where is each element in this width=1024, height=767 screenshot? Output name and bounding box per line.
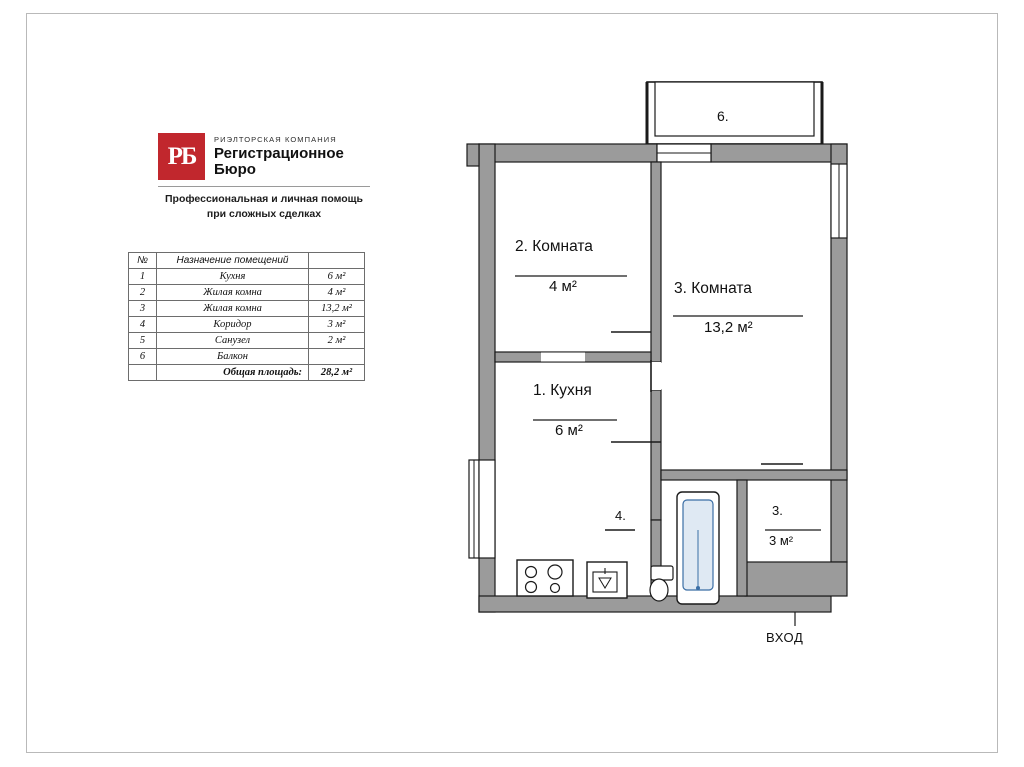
room3-window <box>831 164 847 238</box>
row-number: 3 <box>129 301 157 317</box>
row-name: Жилая комна <box>157 285 309 301</box>
floor-plan-drawing <box>455 60 885 675</box>
premises-legend-table <box>128 252 365 381</box>
table-header-row <box>129 253 365 269</box>
table-row <box>129 269 365 285</box>
header-area <box>309 253 365 269</box>
table-row <box>129 333 365 349</box>
logo-monogram: РБ <box>167 143 196 170</box>
header-number: № <box>129 253 157 269</box>
logo-divider <box>158 186 370 187</box>
company-logo-icon <box>158 133 205 180</box>
sink-icon <box>587 562 627 598</box>
row-area <box>309 349 365 365</box>
kitchen-window <box>469 460 495 558</box>
bath-number-label: 3. <box>772 503 783 518</box>
total-label: Общая площадь: <box>157 365 309 381</box>
total-spacer <box>129 365 157 381</box>
kitchen-name-label: 1. Кухня <box>533 382 592 399</box>
room3-area-label: 13,2 м² <box>704 319 753 336</box>
table-row <box>129 285 365 301</box>
header-purpose: Назначение помещений <box>157 253 309 269</box>
entrance-label: ВХОД <box>766 630 804 645</box>
company-kicker: РИЭЛТОРСКАЯ КОМПАНИЯ <box>214 135 337 144</box>
row-number: 4 <box>129 317 157 333</box>
row-area: 4 м² <box>309 285 365 301</box>
company-logo-block <box>158 133 390 221</box>
total-value: 28,2 м² <box>309 365 365 381</box>
floor-plan-svg <box>455 60 885 670</box>
row-area: 6 м² <box>309 269 365 285</box>
row-name: Санузел <box>157 333 309 349</box>
company-name-line1: Регистрационное <box>214 145 344 162</box>
company-tagline-line2: при сложных сделках <box>206 208 322 221</box>
row-area: 13,2 м² <box>309 301 365 317</box>
row-name: Коридор <box>157 317 309 333</box>
stove-icon <box>517 560 573 596</box>
row-name: Балкон <box>157 349 309 365</box>
row-name: Жилая комна <box>157 301 309 317</box>
table-total-row <box>129 365 365 381</box>
balcony-label: 6. <box>717 108 729 124</box>
bathtub-icon <box>677 492 719 604</box>
kitchen-area-label: 6 м² <box>555 422 583 439</box>
company-name-line2: Бюро <box>214 161 256 179</box>
room2-name-label: 2. Комната <box>515 238 593 255</box>
room3-name-label: 3. Комната <box>674 280 752 297</box>
company-tagline-line1: Профессиональная и личная помощь <box>165 193 363 205</box>
row-number: 5 <box>129 333 157 349</box>
row-area: 2 м² <box>309 333 365 349</box>
room2-area-label: 4 м² <box>549 278 577 295</box>
table-row <box>129 349 365 365</box>
row-area: 3 м² <box>309 317 365 333</box>
row-name: Кухня <box>157 269 309 285</box>
row-number: 1 <box>129 269 157 285</box>
row-number: 2 <box>129 285 157 301</box>
table-row <box>129 301 365 317</box>
corridor-label: 4. <box>615 508 626 523</box>
row-number: 6 <box>129 349 157 365</box>
balcony-outline <box>647 82 822 144</box>
table-row <box>129 317 365 333</box>
bath-area-label: 3 м² <box>769 533 794 548</box>
